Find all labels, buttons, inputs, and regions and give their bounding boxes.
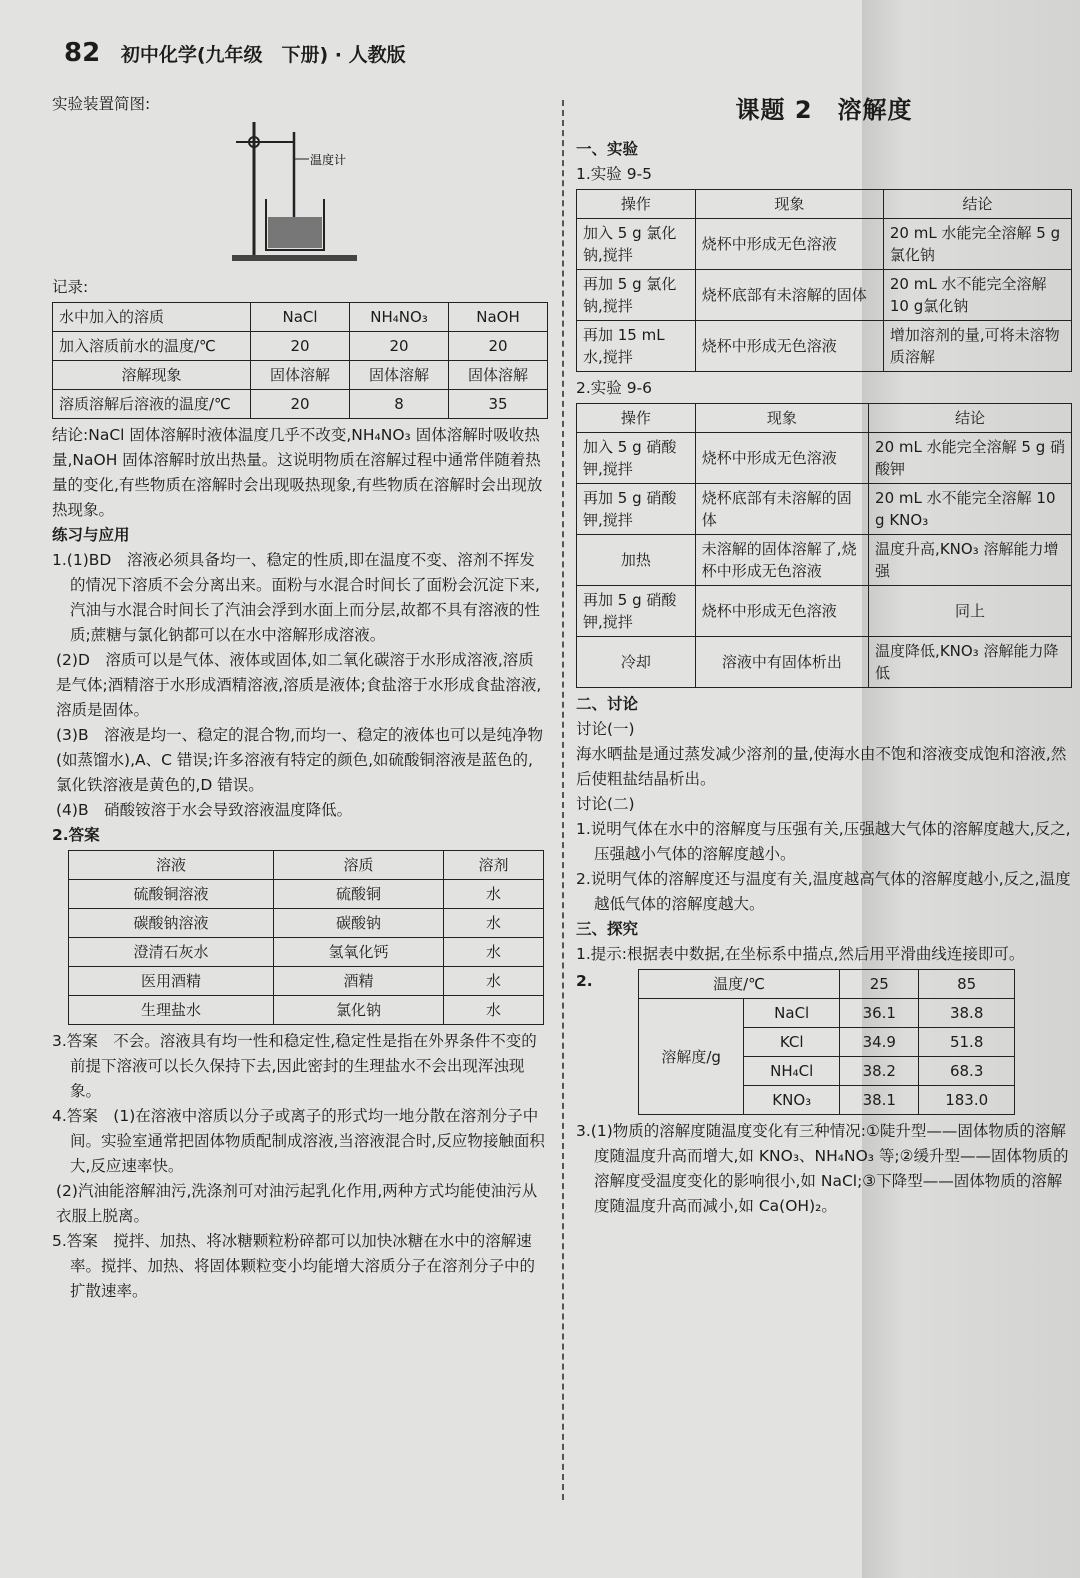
- table-cell: 烧杯中形成无色溶液: [695, 321, 883, 372]
- table-cell: 烧杯底部有未溶解的固体: [695, 270, 883, 321]
- practice-title: 练习与应用: [52, 526, 130, 544]
- discussion-2-title: 讨论(二): [576, 795, 635, 813]
- table-cell: 溶剂: [443, 851, 543, 880]
- table-cell: 溶质: [273, 851, 443, 880]
- table-cell: 水: [443, 938, 543, 967]
- table-cell: 溶质溶解后溶液的温度/℃: [53, 390, 251, 419]
- table-cell: 现象: [695, 404, 868, 433]
- table-cell: 38.2: [840, 1057, 919, 1086]
- table-cell: 操作: [577, 404, 696, 433]
- table-cell: NaOH: [449, 303, 548, 332]
- table-row: [577, 270, 1072, 321]
- table-cell: 水: [443, 909, 543, 938]
- table-cell: 25: [840, 970, 919, 999]
- section-experiment: 一、实验: [576, 140, 639, 158]
- apparatus-title: 实验装置简图:: [52, 95, 151, 113]
- answer-5: 5.答案 搅拌、加热、将冰糖颗粒粉碎都可以加快冰糖在水中的溶解速率。搅拌、加热、将固体颗粒变小均能增大溶质分子在溶剂分子中的扩散速率。: [52, 1232, 536, 1300]
- conclusion-text: 结论:NaCl 固体溶解时液体温度几乎不改变,NH₄NO₃ 固体溶解时吸收热量,NaOH 固体溶解时放出热量。这说明物质在溶解过程中通常伴随着热量的变化,有些物质在溶解时会出现吸热现象,有些物质在溶解时会出现放热现象。: [52, 426, 543, 519]
- table-cell: 水: [443, 967, 543, 996]
- table-cell: 硫酸铜: [273, 880, 443, 909]
- table-cell: 医用酒精: [69, 967, 274, 996]
- inquiry-2-label: 2.: [576, 972, 593, 990]
- table-row: [53, 303, 548, 332]
- table-cell: 未溶解的固体溶解了,烧杯中形成无色溶液: [695, 535, 868, 586]
- apparatus-diagram: [224, 117, 364, 267]
- section-title: 课题 2 溶解度: [735, 96, 913, 124]
- experiment-9-5-table: [576, 189, 1072, 372]
- table-cell: 增加溶剂的量,可将未溶物质溶解: [883, 321, 1071, 372]
- right-column: [576, 92, 1072, 1219]
- table-cell: 34.9: [840, 1028, 919, 1057]
- table-cell: 再加 15 mL 水,搅拌: [577, 321, 696, 372]
- table-cell: 20 mL 水能完全溶解 5 g氯化钠: [883, 219, 1071, 270]
- table-cell: 硫酸铜溶液: [69, 880, 274, 909]
- table-cell: 溶液: [69, 851, 274, 880]
- table-row: [69, 880, 544, 909]
- table-cell: 8: [350, 390, 449, 419]
- discussion-2-item-1: 1.说明气体在水中的溶解度与压强有关,压强越大气体的溶解度越大,反之,压强越小气体的溶解度越小。: [576, 820, 1071, 863]
- table-cell: 氢氧化钙: [273, 938, 443, 967]
- column-divider: [562, 100, 564, 1500]
- inquiry-1: 1.提示:根据表中数据,在坐标系中描点,然后用平滑曲线连接即可。: [576, 945, 1025, 963]
- table-cell: 20: [449, 332, 548, 361]
- table-cell: 加入溶质前水的温度/℃: [53, 332, 251, 361]
- table-cell: KNO₃: [744, 1086, 840, 1115]
- table-row: [69, 938, 544, 967]
- experiment-1-title: 1.实验 9-5: [576, 165, 653, 183]
- table-cell: 水: [443, 996, 543, 1025]
- table-row: [69, 909, 544, 938]
- section-discussion: 二、讨论: [576, 695, 639, 713]
- table-cell: 同上: [869, 586, 1072, 637]
- stand-base: [232, 255, 357, 261]
- answer-4-1: 4.答案 (1)在溶液中溶质以分子或离子的形式均一地分散在溶剂分子中间。实验室通常把固体物质配制成溶液,当溶液混合时,反应物接触面积大,反应速率快。: [52, 1107, 545, 1175]
- page-header: [64, 38, 406, 68]
- table-cell: 再加 5 g 硝酸钾,搅拌: [577, 484, 696, 535]
- table-cell: 加热: [577, 535, 696, 586]
- table-row: [639, 999, 1015, 1028]
- table-row: [577, 484, 1072, 535]
- table-cell: NH₄Cl: [744, 1057, 840, 1086]
- table-row: [577, 586, 1072, 637]
- table-row: [69, 996, 544, 1025]
- table-cell: 20 mL 水不能完全溶解 10 g KNO₃: [869, 484, 1072, 535]
- record-table: [52, 302, 548, 419]
- answer-2-title: 2.答案: [52, 826, 100, 844]
- table-cell: 183.0: [919, 1086, 1015, 1115]
- table-cell: 固体溶解: [449, 361, 548, 390]
- record-label: 记录:: [52, 278, 89, 296]
- solubility-table: [638, 969, 1015, 1115]
- table-cell: 氯化钠: [273, 996, 443, 1025]
- table-cell: 溶解度/g: [639, 999, 744, 1115]
- table-cell: 加入 5 g 氯化钠,搅拌: [577, 219, 696, 270]
- answer-3: 3.答案 不会。溶液具有均一性和稳定性,稳定性是指在外界条件不变的前提下溶液可以长久保持下去,因此密封的生理盐水不会出现浑浊现象。: [52, 1032, 537, 1100]
- answer-1-3: (3)B 溶液是均一、稳定的混合物,而均一、稳定的液体也可以是纯净物(如蒸馏水),A、C 错误;许多溶液有特定的颜色,如硫酸铜溶液是蓝色的,氯化铁溶液是黄色的,D 错误。: [56, 726, 544, 794]
- table-cell: 现象: [695, 190, 883, 219]
- table-cell: 固体溶解: [350, 361, 449, 390]
- answer-1-2: (2)D 溶质可以是气体、液体或固体,如二氧化碳溶于水形成溶液,溶质是气体;酒精溶于水形成酒精溶液,溶质是液体;食盐溶于水形成食盐溶液,溶质是固体。: [56, 651, 542, 719]
- solution-table: [68, 850, 544, 1025]
- table-cell: 温度降低,KNO₃ 溶解能力降低: [869, 637, 1072, 688]
- table-row: [53, 390, 548, 419]
- table-cell: 固体溶解: [251, 361, 350, 390]
- table-cell: 20: [251, 332, 350, 361]
- table-cell: 水: [443, 880, 543, 909]
- experiment-2-title: 2.实验 9-6: [576, 379, 653, 397]
- answer-4-2: (2)汽油能溶解油污,洗涤剂可对油污起乳化作用,两种方式均能使油污从衣服上脱离。: [56, 1182, 538, 1225]
- table-cell: NaCl: [251, 303, 350, 332]
- experiment-9-6-table: [576, 403, 1072, 688]
- table-cell: 水中加入的溶质: [53, 303, 251, 332]
- table-cell: 生理盐水: [69, 996, 274, 1025]
- table-cell: 烧杯中形成无色溶液: [695, 586, 868, 637]
- section-inquiry: 三、探究: [576, 920, 639, 938]
- book-title: 初中化学(九年级 下册) · 人教版: [120, 44, 406, 66]
- page-number: 82: [64, 38, 101, 68]
- table-row: [577, 433, 1072, 484]
- table-row: [577, 404, 1072, 433]
- table-cell: 51.8: [919, 1028, 1015, 1057]
- table-cell: KCl: [744, 1028, 840, 1057]
- discussion-1-text: 海水晒盐是通过蒸发减少溶剂的量,使海水由不饱和溶液变成饱和溶液,然后使粗盐结晶析出。: [576, 745, 1067, 788]
- table-row: [577, 321, 1072, 372]
- inquiry-3: 3.(1)物质的溶解度随温度变化有三种情况:①陡升型——固体物质的溶解度随温度升高而增大,如 KNO₃、NH₄NO₃ 等;②缓升型——固体物质的溶解度受温度变化的影响很小,如 NaCl;③下降型——固体物质的溶解度随温度升高而减小,如 Ca(OH)₂。: [576, 1122, 1069, 1215]
- table-row: [577, 637, 1072, 688]
- table-cell: NaCl: [744, 999, 840, 1028]
- left-column: [52, 92, 548, 1304]
- table-cell: 38.1: [840, 1086, 919, 1115]
- answer-1-1: 1.(1)BD 溶液必须具备均一、稳定的性质,即在温度不变、溶剂不挥发的情况下溶质不会分离出来。面粉与水混合时间长了面粉会沉淀下来,汽油与水混合时间长了汽油会浮到水面上而分层,故都不具有溶液的性质;蔗糖与氯化钠都可以在水中溶解形成溶液。: [52, 551, 540, 644]
- table-cell: 操作: [577, 190, 696, 219]
- table-cell: 温度/℃: [639, 970, 840, 999]
- table-row: [639, 970, 1015, 999]
- table-cell: 烧杯底部有未溶解的固体: [695, 484, 868, 535]
- table-cell: 20 mL 水不能完全溶解 10 g氯化钠: [883, 270, 1071, 321]
- table-row: [577, 535, 1072, 586]
- table-cell: 结论: [869, 404, 1072, 433]
- beaker-water: [268, 217, 322, 248]
- answer-1-4: (4)B 硝酸铵溶于水会导致溶液温度降低。: [56, 801, 353, 819]
- table-cell: 烧杯中形成无色溶液: [695, 433, 868, 484]
- table-row: [577, 219, 1072, 270]
- table-cell: 36.1: [840, 999, 919, 1028]
- table-cell: 冷却: [577, 637, 696, 688]
- table-cell: 85: [919, 970, 1015, 999]
- table-cell: 碳酸钠: [273, 909, 443, 938]
- table-cell: 烧杯中形成无色溶液: [695, 219, 883, 270]
- table-cell: 再加 5 g 硝酸钾,搅拌: [577, 586, 696, 637]
- table-cell: 68.3: [919, 1057, 1015, 1086]
- table-row: [69, 851, 544, 880]
- table-cell: 再加 5 g 氯化钠,搅拌: [577, 270, 696, 321]
- table-cell: 20 mL 水能完全溶解 5 g 硝酸钾: [869, 433, 1072, 484]
- table-cell: NH₄NO₃: [350, 303, 449, 332]
- table-row: [53, 361, 548, 390]
- table-cell: 澄清石灰水: [69, 938, 274, 967]
- table-cell: 溶解现象: [53, 361, 251, 390]
- table-cell: 结论: [883, 190, 1071, 219]
- thermometer-label: 温度计: [310, 153, 347, 167]
- table-row: [577, 190, 1072, 219]
- table-cell: 加入 5 g 硝酸钾,搅拌: [577, 433, 696, 484]
- table-cell: 35: [449, 390, 548, 419]
- table-cell: 20: [350, 332, 449, 361]
- table-row: [69, 967, 544, 996]
- table-row: [53, 332, 548, 361]
- table-cell: 温度升高,KNO₃ 溶解能力增强: [869, 535, 1072, 586]
- table-cell: 38.8: [919, 999, 1015, 1028]
- table-cell: 溶液中有固体析出: [695, 637, 868, 688]
- inquiry-2: [576, 969, 1072, 1115]
- table-cell: 20: [251, 390, 350, 419]
- table-cell: 碳酸钠溶液: [69, 909, 274, 938]
- discussion-1-title: 讨论(一): [576, 720, 635, 738]
- discussion-2-item-2: 2.说明气体的溶解度还与温度有关,温度越高气体的溶解度越小,反之,温度越低气体的溶解度越大。: [576, 870, 1071, 913]
- table-cell: 酒精: [273, 967, 443, 996]
